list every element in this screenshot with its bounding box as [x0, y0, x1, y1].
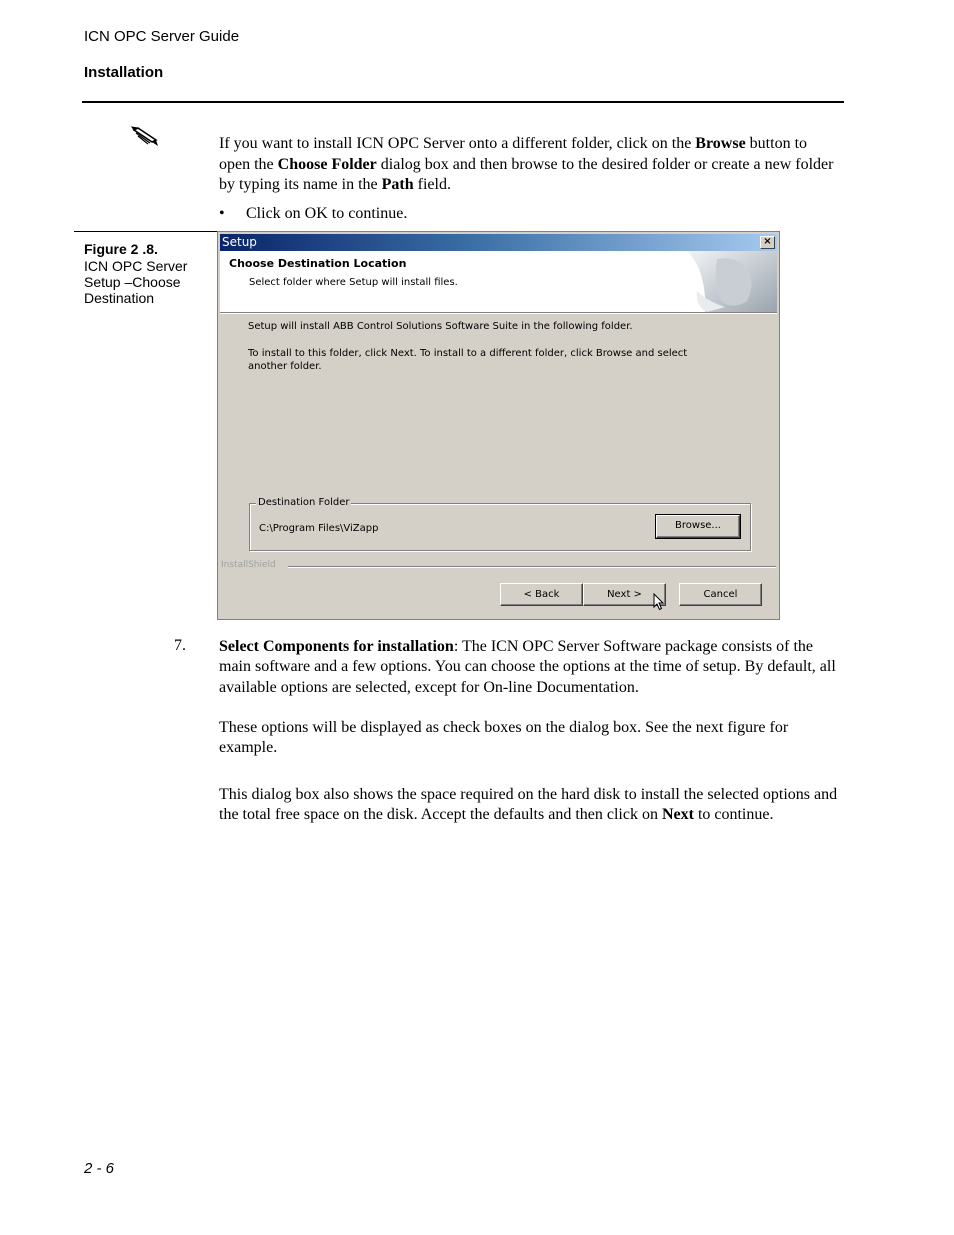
- browse-button[interactable]: Browse...: [656, 515, 740, 538]
- dialog-banner: [220, 251, 777, 312]
- banner-subtitle: Select folder where Setup will install files.: [249, 277, 458, 288]
- choose-folder-term: Choose Folder: [277, 155, 377, 173]
- header-rule: [82, 101, 844, 103]
- step-number: 7.: [174, 637, 186, 654]
- figure-number: Figure 2 .8.: [84, 241, 158, 257]
- step-paragraph-3: This dialog box also shows the space required on the hard disk to install the selected options and the total free space on the disk. Accept the defaults and then click on Next to continue.: [219, 786, 838, 824]
- destination-path: C:\Program Files\ViZapp: [259, 523, 379, 534]
- figure-caption-text: ICN OPC Server Setup –Choose Destination: [84, 258, 188, 306]
- note-paragraph: If you want to install ICN OPC Server onto a different folder, click on the Browse button to open the Choose Folder dialog box and then browse to the desired folder or create a new folder by typing its name in the Path field.: [219, 135, 834, 193]
- dialog-titlebar: [220, 234, 777, 251]
- step-paragraph-1: Select Components for installation: The ICN OPC Server Software package consists of the main software and a few options. You can choose the options at the time of setup. By default, all available options are selected, except for On-line Documentation.: [219, 638, 836, 696]
- cancel-button[interactable]: Cancel: [679, 583, 762, 606]
- install-instructions-text: To install to this folder, click Next. To install to a different folder, click Browse and select another folder.: [248, 348, 688, 372]
- page-number: 2 - 6: [84, 1160, 115, 1177]
- note-bullet-item: • Click on OK to continue.: [219, 205, 408, 222]
- install-info-text: Setup will install ABB Control Solutions Software Suite in the following folder.: [248, 321, 633, 332]
- document-title: ICN OPC Server Guide: [84, 28, 240, 45]
- step-paragraph-2: These options will be displayed as check boxes on the dialog box. See the next figure for example.: [219, 719, 789, 757]
- path-term: Path: [381, 176, 414, 193]
- figure-rule: [74, 231, 218, 232]
- dialog-title: Setup: [222, 235, 257, 249]
- bullet-symbol: •: [219, 205, 225, 222]
- next-button[interactable]: Next >: [583, 583, 666, 606]
- browse-term: Browse: [695, 135, 746, 152]
- banner-divider: [220, 312, 777, 314]
- destination-folder-legend: Destination Folder: [258, 497, 350, 508]
- close-icon[interactable]: ×: [760, 236, 775, 249]
- pencil-note-icon: [130, 124, 160, 148]
- next-term: Next: [661, 806, 694, 824]
- installer-graphic-icon: [677, 251, 777, 312]
- installshield-label: InstallShield: [221, 560, 276, 570]
- installshield-divider: [288, 566, 776, 568]
- figure-caption: [84, 241, 214, 306]
- step-heading: Select Components for installation: [219, 638, 454, 655]
- section-title: Installation: [84, 64, 164, 81]
- back-button[interactable]: < Back: [500, 583, 583, 606]
- mouse-cursor-icon: [653, 593, 665, 611]
- banner-title: Choose Destination Location: [229, 257, 407, 270]
- setup-dialog: [217, 231, 780, 620]
